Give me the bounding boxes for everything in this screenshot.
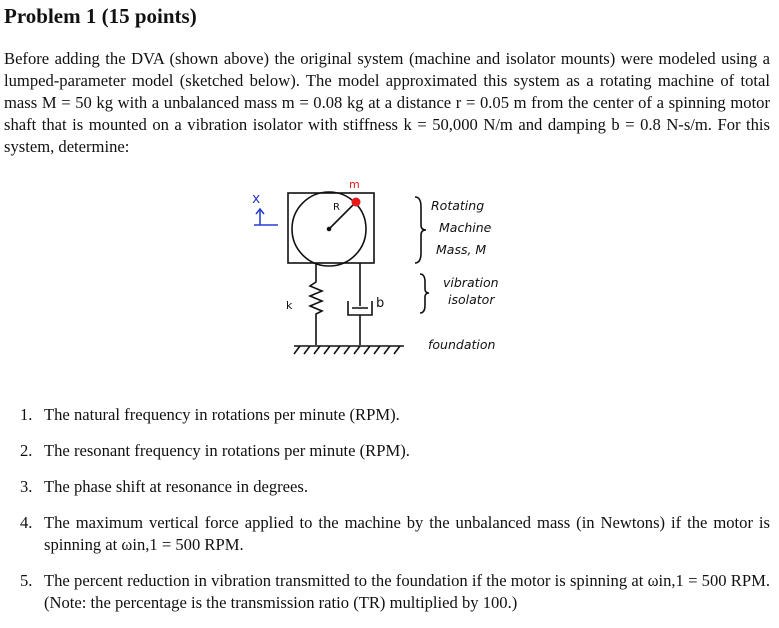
r-label: R [333, 202, 340, 213]
b-label: b [376, 296, 385, 311]
question-item [20, 570, 770, 614]
ground [294, 346, 404, 354]
machine-label-3: Mass, M [436, 242, 487, 257]
spring [286, 263, 322, 345]
foundation-label: foundation [428, 337, 496, 352]
problem-title: Problem 1 (15 points) [4, 4, 197, 28]
question-text: The maximum vertical force applied to the machine by the unbalanced mass (in Newtons) if the motor is spinning at ωin,1 = 500 RPM. [44, 513, 770, 554]
machine-label-2: Machine [439, 220, 492, 235]
problem-intro: Before adding the DVA (shown above) the original system (machine and isolator mounts) were modeled using a lumped-parameter model (sketched below). The model approximated this system as a rotating machine of total mass M = 50 kg with a unbalanced mass m = 0.08 kg at a distance r = 0.05 m from the center of a spinning motor shaft that is mounted on a vibration isolator with stiffness k = 50,000 N/m and damping b = 0.8 N-s/m. For this system, determine: [4, 49, 770, 156]
machine-label-1: Rotating [431, 198, 485, 213]
x-label: x [252, 191, 261, 207]
question-number: 2. [20, 441, 33, 460]
question-item [20, 476, 770, 498]
question-text: The resonant frequency in rotations per minute (RPM). [44, 441, 410, 460]
question-item [20, 440, 770, 462]
question-number: 3. [20, 477, 33, 496]
question-text: The natural frequency in rotations per minute (RPM). [44, 405, 400, 424]
unbalanced-mass-dot [352, 198, 361, 207]
question-item [20, 512, 770, 556]
question-number: 1. [20, 405, 33, 424]
question-text: The percent reduction in vibration transmitted to the foundation if the motor is spinning at ωin,1 = 500 RPM. (Note: the percentage is the transmission ratio (TR) multiplied by 100.) [44, 571, 770, 612]
isolator-brace [420, 274, 429, 313]
question-text: The phase shift at resonance in degrees. [44, 477, 309, 496]
question-item [20, 404, 770, 426]
question-number: 5. [20, 571, 33, 590]
isolator-label-2: isolator [448, 292, 495, 307]
m-label: m [349, 178, 360, 191]
question-number: 4. [20, 513, 33, 532]
lumped-model-diagram [230, 170, 530, 370]
isolator-label-1: vibration [443, 275, 499, 290]
damper [348, 263, 384, 345]
question-list [20, 404, 770, 628]
x-arrow [252, 191, 278, 225]
machine-brace [415, 197, 426, 263]
machine-box [288, 178, 374, 266]
k-label: k [286, 299, 293, 312]
